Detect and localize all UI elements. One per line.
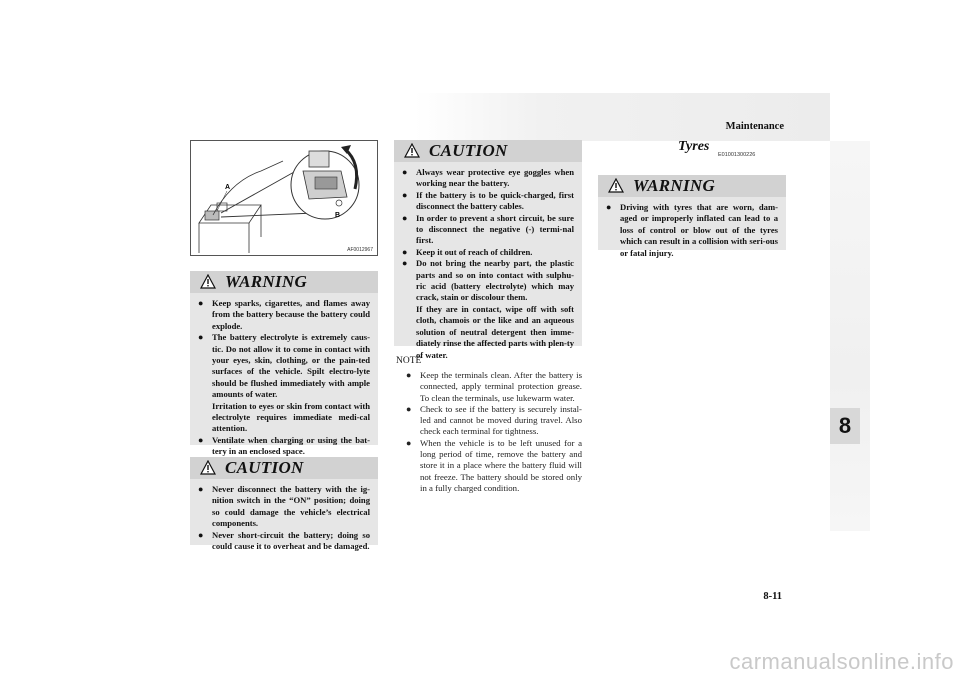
section-title-tyres: Tyres — [678, 139, 710, 154]
battery-illustration — [190, 140, 378, 256]
warning-title: WARNING — [633, 176, 716, 195]
warning-header — [190, 271, 378, 293]
bullet-text: ● Keep sparks, cigarettes, and flames away from the battery because the battery could explode. — [212, 298, 370, 331]
caution-triangle-icon — [404, 143, 420, 158]
bullet-item — [198, 530, 370, 553]
bullet-text: ● Ventilate when charging or using the bat-tery in an enclosed space. — [212, 434, 370, 457]
warning-header — [598, 175, 786, 197]
bullet-item — [198, 484, 370, 530]
bullet-item — [198, 332, 370, 435]
bullet-text: Irritation to eyes or skin from contact with electrolyte requires immediate medi-cal attention. — [212, 400, 370, 434]
svg-text:B: B — [335, 212, 341, 219]
page-number: 8-11 — [763, 591, 782, 602]
caution-list — [198, 484, 370, 552]
bullet-item — [198, 435, 370, 458]
bullet-text: ● Do not bring the nearby part, the plastic parts and so on into contact with sulphu-ric acid (battery electrolyte) which may crack, stain or discolour them. — [416, 258, 574, 303]
bullet-text: ● Never disconnect the battery with the ig-nition switch in the “ON” position; doing so could damage the vehicle’s electrical components. — [212, 484, 370, 529]
bullet-text: ● Keep it out of reach of children. — [416, 246, 533, 257]
bullet-item — [402, 247, 574, 258]
bullet-item — [402, 167, 574, 190]
note-item: ● Keep the terminals clean. After the battery is connected, apply terminal protection grease. To clean the terminals, use lukewarm water. — [406, 370, 582, 404]
section-header: Maintenance — [725, 121, 784, 132]
caution-title: CAUTION — [429, 141, 508, 160]
warning-list — [198, 298, 370, 458]
caution-title: CAUTION — [225, 458, 304, 477]
bullet-item — [402, 190, 574, 213]
note-item: ● When the vehicle is to be left unused for a long period of time, remove the battery and store it in a place where the battery fluid will not freeze. The battery should be stored only in a fully charged condition. — [406, 438, 582, 494]
watermark: carmanualsonline.info — [729, 649, 954, 674]
bullet-text: ● The battery electrolyte is extremely caus-tic. Do not allow it to come in contact with your eyes, skin, clothing, or the pain-ted surfaces of the vehicle. Spilt electro-lyte should be flushed immediately with ample amounts of water. — [212, 332, 370, 400]
warning-triangle-icon — [608, 178, 624, 193]
warning-title: WARNING — [225, 272, 308, 291]
bullet-text: ● If the battery is to be quick-charged, first disconnect the battery cables. — [416, 189, 574, 212]
bullet-item — [198, 298, 370, 332]
note-item: ● Check to see if the battery is securely instal-led and cannot be moved during travel. Also check each terminal for tightness. — [406, 404, 582, 438]
caution-header — [394, 140, 582, 162]
note-section — [406, 370, 582, 494]
warning-box-tyres — [598, 175, 786, 258]
section-code: E01001300226 — [718, 152, 756, 158]
bullet-text: ● Never short-circuit the battery; doing so could cause it to overheat and be damaged. — [212, 529, 370, 552]
bullet-item — [606, 202, 778, 259]
note-list — [406, 370, 582, 494]
bullet-text: ● Driving with tyres that are worn, dam-aged or improperly inflated can lead to a loss of control or blow out of the tyres which can result in a collision with seri-ous or fatal injury. — [620, 202, 778, 258]
battery-drawing — [191, 141, 377, 255]
caution-triangle-icon — [200, 460, 216, 475]
bullet-text: ● Always wear protective eye goggles when working near the battery. — [416, 167, 574, 189]
figure-code: AF0012967 — [347, 247, 373, 253]
warning-triangle-icon — [200, 274, 216, 289]
caution-header — [190, 457, 378, 479]
bullet-item — [402, 258, 574, 361]
chapter-tab-band — [830, 141, 870, 531]
note-label: NOTE — [396, 356, 422, 366]
caution-box-battery-disconnect — [190, 457, 378, 552]
bullet-text: If they are in contact, wipe off with soft cloth, chamois or the like and an aqueous solution of neutral detergent then imme-diately rinse the affected parts with plen-ty of water. — [416, 303, 574, 360]
bullet-item — [402, 213, 574, 247]
warning-box-battery — [190, 271, 378, 457]
chapter-tab-number: 8 — [830, 408, 860, 444]
caution-box-battery-handling — [394, 140, 582, 360]
bullet-text: ● In order to prevent a short circuit, be sure to disconnect the negative (-) termi-nal first. — [416, 212, 574, 246]
warning-list — [606, 202, 778, 259]
header-band — [415, 93, 830, 141]
svg-text:A: A — [225, 184, 231, 191]
caution-list — [402, 167, 574, 361]
